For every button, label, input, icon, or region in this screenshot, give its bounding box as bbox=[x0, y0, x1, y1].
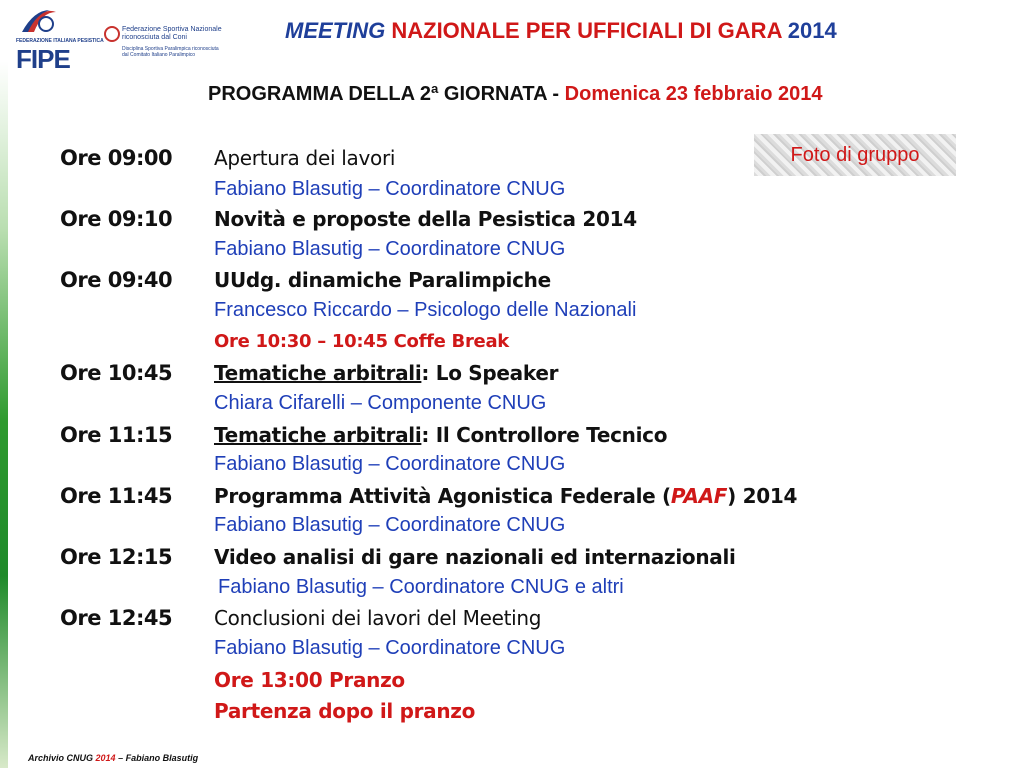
page-title bbox=[285, 18, 837, 44]
schedule-event: Apertura dei lavori bbox=[214, 146, 396, 170]
footer-year: 2014 bbox=[95, 753, 116, 763]
footer-author: – Fabiano Blasutig bbox=[118, 753, 199, 763]
schedule-time: Ore 09:00 bbox=[60, 146, 173, 170]
schedule-event bbox=[214, 484, 797, 508]
fipe-logo bbox=[14, 6, 104, 74]
schedule-speaker: Francesco Riccardo – Psicologo delle Nazionali bbox=[214, 299, 637, 321]
schedule-time: Ore 12:15 bbox=[60, 545, 173, 569]
schedule-speaker: Chiara Cifarelli – Componente CNUG bbox=[214, 392, 547, 414]
subtitle-main: PROGRAMMA DELLA 2ª GIORNATA - bbox=[208, 83, 560, 105]
schedule-event bbox=[214, 423, 667, 447]
schedule-time: Ore 09:10 bbox=[60, 207, 173, 231]
schedule-event: UUdg. dinamiche Paralimpiche bbox=[214, 268, 551, 292]
schedule-time: Ore 11:15 bbox=[60, 423, 173, 447]
departure: Partenza dopo il pranzo bbox=[214, 699, 476, 723]
lunch: Ore 13:00 Pranzo bbox=[214, 668, 405, 692]
schedule-event bbox=[214, 361, 558, 385]
fipe-emblem-icon bbox=[20, 6, 60, 36]
coni-recognition bbox=[106, 26, 226, 72]
title-year: 2014 bbox=[787, 18, 837, 43]
footer-credit bbox=[28, 753, 198, 763]
schedule-event-underlined: Tematiche arbitrali bbox=[214, 423, 422, 447]
schedule-speaker: Fabiano Blasutig – Coordinatore CNUG e altri bbox=[218, 576, 624, 598]
schedule-event-post: ) 2014 bbox=[727, 484, 798, 508]
schedule-speaker: Fabiano Blasutig – Coordinatore CNUG bbox=[214, 514, 566, 536]
schedule-event-rest: : Il Controllore Tecnico bbox=[421, 423, 668, 447]
fipe-wordmark: FIPE bbox=[16, 44, 70, 74]
schedule-event-underlined: Tematiche arbitrali bbox=[214, 361, 422, 385]
group-photo-link[interactable] bbox=[754, 134, 956, 176]
coni-line-1: Federazione Sportiva Nazionale bbox=[122, 26, 222, 33]
schedule-speaker: Fabiano Blasutig – Coordinatore CNUG bbox=[214, 178, 566, 200]
schedule-speaker: Fabiano Blasutig – Coordinatore CNUG bbox=[214, 637, 566, 659]
coni-ring-icon bbox=[104, 26, 120, 42]
coni-line-3: Disciplina Sportiva Paralimpica riconosciuta dal Comitato Italiano Paralimpico bbox=[122, 46, 219, 58]
coni-line-2: riconosciuta dal Coni bbox=[122, 34, 187, 41]
schedule-time: Ore 10:45 bbox=[60, 361, 173, 385]
schedule-time: Ore 12:45 bbox=[60, 606, 173, 630]
schedule-event: Conclusioni dei lavori del Meeting bbox=[214, 606, 542, 630]
schedule-event: Novità e proposte della Pesistica 2014 bbox=[214, 207, 637, 231]
coffee-break: Ore 10:30 – 10:45 Coffe Break bbox=[214, 331, 509, 352]
group-photo-label: Foto di gruppo bbox=[790, 143, 920, 166]
schedule-event: Video analisi di gare nazionali ed internazionali bbox=[214, 545, 736, 569]
fipe-fed-name: FEDERAZIONE ITALIANA PESISTICA bbox=[16, 38, 104, 44]
footer-archive: Archivio CNUG bbox=[28, 753, 94, 763]
schedule-event-rest: : Lo Speaker bbox=[421, 361, 559, 385]
italian-flag-stripe bbox=[0, 0, 8, 768]
title-rest: NAZIONALE PER UFFICIALI DI GARA bbox=[391, 18, 782, 43]
schedule-time: Ore 11:45 bbox=[60, 484, 173, 508]
title-meeting: MEETING bbox=[285, 18, 386, 43]
paaf-acronym: PAAF bbox=[670, 484, 728, 508]
schedule-event-pre: Programma Attività Agonistica Federale ( bbox=[214, 484, 671, 508]
schedule-speaker: Fabiano Blasutig – Coordinatore CNUG bbox=[214, 453, 566, 475]
schedule-speaker: Fabiano Blasutig – Coordinatore CNUG bbox=[214, 238, 566, 260]
schedule-time: Ore 09:40 bbox=[60, 268, 173, 292]
subtitle-date: Domenica 23 febbraio 2014 bbox=[564, 83, 823, 105]
page-subtitle bbox=[208, 83, 823, 106]
